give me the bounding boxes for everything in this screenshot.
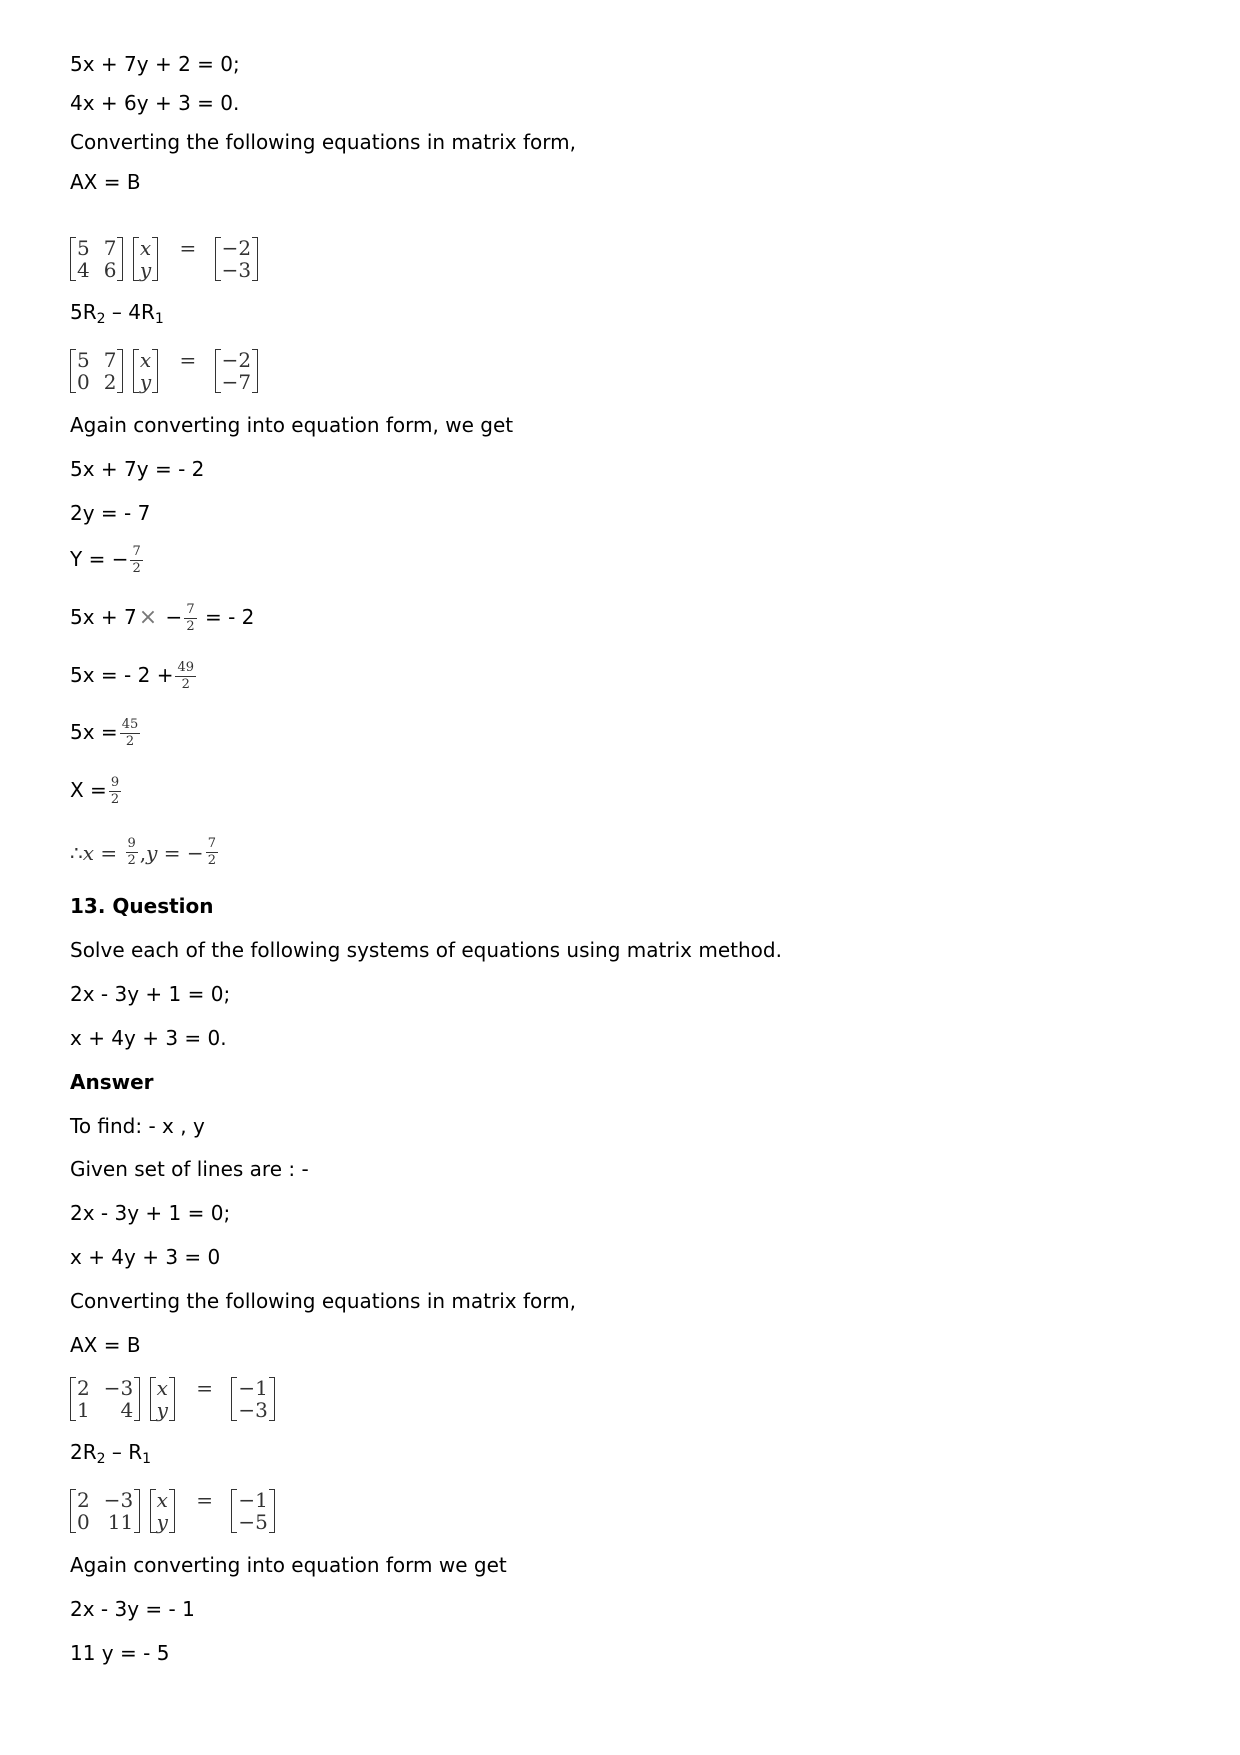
matrix-a: 2 −3 1 4 xyxy=(70,1377,140,1421)
equals-sign: = xyxy=(179,236,197,260)
matrix-b: −1 −3 xyxy=(231,1377,274,1421)
question-heading: 13. Question xyxy=(70,894,214,918)
text-line: Again converting into equation form, we get xyxy=(70,413,514,437)
equation-line: 2x - 3y + 1 = 0; xyxy=(70,982,231,1006)
fraction: $\frac{9}{2}$ xyxy=(127,836,136,868)
equation-line: 5x = $\frac{45}{2}$ xyxy=(70,717,139,749)
equation-line: 2x - 3y = - 1 xyxy=(70,1597,195,1621)
final-result: ∴ x = $\frac{9}{2}$ , y = − $\frac{7}{2}$ xyxy=(70,836,216,868)
matrix-a: 5 7 0 2 xyxy=(70,349,123,393)
fraction: $\frac{45}{2}$ xyxy=(121,717,139,749)
equation-line: AX = B xyxy=(70,170,141,194)
equation-line: 5x = - 2 + $\frac{49}{2}$ xyxy=(70,660,194,692)
row-operation: $5R_2 - 4R_1$ xyxy=(70,300,164,327)
times-sign: × xyxy=(138,605,158,630)
fraction: $\frac{7}{2}$ xyxy=(132,544,141,576)
equation-line: 5x + 7y = - 2 xyxy=(70,457,205,481)
matrix-x: x y xyxy=(133,349,158,393)
equation-line: x + 4y + 3 = 0. xyxy=(70,1026,227,1050)
text-line: Converting the following equations in matrix form, xyxy=(70,1289,576,1313)
matrix-x: x y xyxy=(133,237,158,281)
text-line: Given set of lines are : - xyxy=(70,1157,309,1181)
fraction: $\frac{7}{2}$ xyxy=(207,836,216,868)
equation-line: x + 4y + 3 = 0 xyxy=(70,1245,221,1269)
question-text: Solve each of the following systems of equations using matrix method. xyxy=(70,938,782,962)
fraction: $\frac{7}{2}$ xyxy=(186,602,195,634)
matrix-equation xyxy=(70,1376,278,1421)
equals-sign: = xyxy=(196,1376,214,1400)
equation-line: X = $\frac{9}{2}$ xyxy=(70,775,120,807)
row-operation: $2R_2 - R_1$ xyxy=(70,1440,152,1467)
matrix-equation xyxy=(70,1488,278,1533)
matrix-b: −2 −7 xyxy=(215,349,258,393)
equation-line: Y = − $\frac{7}{2}$ xyxy=(70,544,141,576)
matrix-a: 2 −3 0 11 xyxy=(70,1489,140,1533)
text-line: Again converting into equation form we get xyxy=(70,1553,507,1577)
equation-line: 5x + 7y + 2 = 0; xyxy=(70,52,240,76)
equation-line: 2y = - 7 xyxy=(70,501,151,525)
matrix-equation xyxy=(70,348,261,393)
equals-sign: = xyxy=(196,1488,214,1512)
equals-sign: = xyxy=(179,348,197,372)
text-line: Converting the following equations in matrix form, xyxy=(70,130,576,154)
fraction: $\frac{9}{2}$ xyxy=(110,775,120,807)
text-line: To find: - x , y xyxy=(70,1114,205,1138)
matrix-b: −1 −5 xyxy=(231,1489,274,1533)
matrix-equation xyxy=(70,236,261,281)
equation-line: AX = B xyxy=(70,1333,141,1357)
equation-line: 5x + 7× − $\frac{7}{2}$ = - 2 xyxy=(70,602,255,634)
matrix-x: x y xyxy=(150,1489,175,1533)
fraction: $\frac{49}{2}$ xyxy=(177,660,194,692)
matrix-a: 5 7 4 6 xyxy=(70,237,123,281)
equation-line: 4x + 6y + 3 = 0. xyxy=(70,91,240,115)
answer-heading: Answer xyxy=(70,1070,154,1094)
matrix-b: −2 −3 xyxy=(215,237,258,281)
equation-line: 2x - 3y + 1 = 0; xyxy=(70,1201,231,1225)
equation-line: 11 y = - 5 xyxy=(70,1641,170,1665)
matrix-x: x y xyxy=(150,1377,175,1421)
